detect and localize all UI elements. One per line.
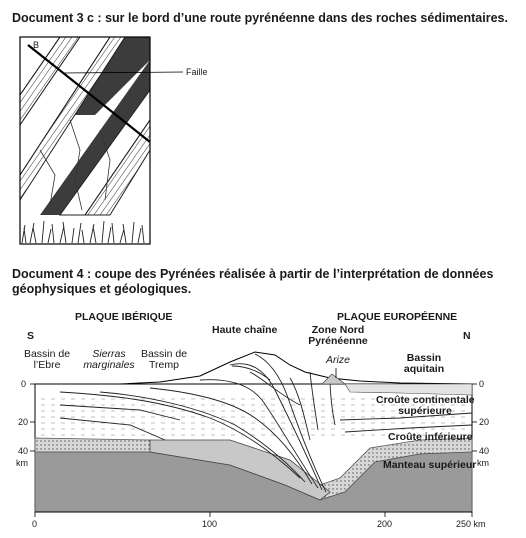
distance-tick-100: 100 <box>202 519 218 529</box>
depth-unit-right: km <box>477 458 489 468</box>
depth-tick-0-right: 0 <box>479 379 485 389</box>
layer-upper-crust: Croûte continentale supérieure <box>376 394 475 417</box>
plate-iberian: PLAQUE IBÉRIQUE <box>75 311 173 323</box>
doc4-title: Document 4 : coupe des Pyrénées réalisée à partir de l’interprétation de données géophysiques et géologiques. <box>12 267 494 296</box>
region-sierras: Sierras marginales <box>83 348 135 371</box>
fault-label: Faille <box>186 67 208 77</box>
depth-tick-20-right: 20 <box>479 417 490 427</box>
plate-european: PLAQUE EUROPÉENNE <box>337 311 458 323</box>
doc3-title: Document 3 c : sur le bord d’une route pyrénéenne dans des roches sédimentaires. <box>12 11 508 25</box>
region-zone-nord-pyreneenne: Zone Nord Pyrénéenne <box>308 324 368 347</box>
depth-tick-0-left: 0 <box>21 379 27 389</box>
region-arize: Arize <box>326 354 350 366</box>
depth-unit-left: km <box>16 458 28 468</box>
region-ebre: Bassin de l’Ebre <box>23 348 71 371</box>
south-label: S <box>27 330 35 342</box>
region-tremp: Bassin de Tremp <box>140 348 188 371</box>
region-haute-chaine: Haute chaîne <box>212 324 278 336</box>
distance-tick-0: 0 <box>32 519 38 529</box>
depth-tick-20-left: 20 <box>18 417 29 427</box>
layer-upper-mantle: Manteau supérieur <box>383 459 477 471</box>
distance-tick-250: 250 km <box>456 519 486 529</box>
distance-tick-200: 200 <box>377 519 393 529</box>
region-bassin-aquitain: Bassin aquitain <box>403 352 445 375</box>
layer-lower-crust: Croûte inférieure <box>388 431 473 443</box>
sketch-mark: B <box>33 40 40 50</box>
depth-tick-40-left: 40 <box>18 446 29 456</box>
depth-tick-40-right: 40 <box>479 446 490 456</box>
north-label: N <box>463 330 471 342</box>
